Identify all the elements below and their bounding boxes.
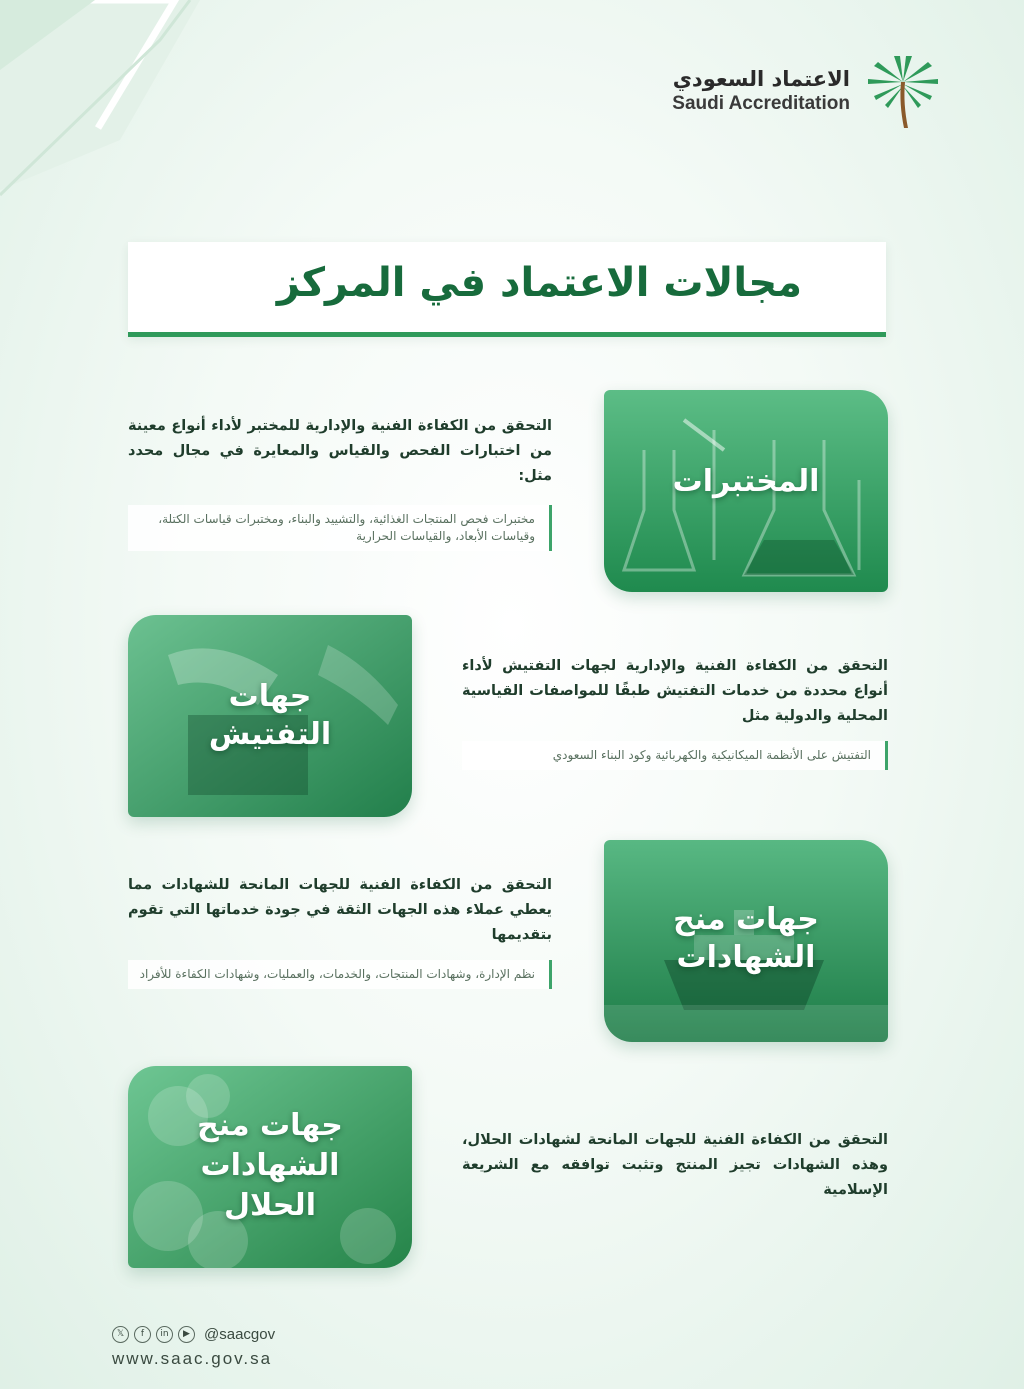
card-certification-bodies bbox=[604, 840, 888, 1042]
linkedin-icon[interactable]: in bbox=[156, 1326, 173, 1343]
corner-decoration bbox=[0, 0, 260, 220]
card-title-halal-line3: الحلال bbox=[224, 1188, 316, 1223]
description-certification-bodies: التحقق من الكفاءة الفنية للجهات المانحة للشهادات مما يعطي عملاء هذه الجهات الثقة في جودة خدماتها التي تقوم بتقديمها bbox=[128, 877, 552, 943]
card-halal-certification bbox=[128, 1066, 412, 1268]
card-title-certification-line2: الشهادات bbox=[676, 940, 816, 975]
x-icon[interactable]: 𝕏 bbox=[112, 1326, 129, 1343]
description-laboratories: التحقق من الكفاءة الفنية والإدارية للمختبر لأداء أنواع معينة من اختبارات الفحص والقياس والمعايرة في مجال محدد مثل: bbox=[128, 418, 552, 484]
youtube-icon[interactable]: ▶ bbox=[178, 1326, 195, 1343]
example-laboratories: مختبرات فحص المنتجات الغذائية، والتشييد والبناء، ومختبرات قياسات الكتلة، وقياسات الأبعاد، والقياسات الحرارية bbox=[128, 505, 552, 551]
palm-tree-logo-icon bbox=[864, 52, 942, 130]
brand-name-english: Saudi Accreditation bbox=[672, 93, 850, 114]
card-title-certification-line1: جهات منح bbox=[673, 902, 819, 937]
page-title: مجالات الاعتماد في المركز bbox=[276, 260, 802, 306]
brand-logo bbox=[672, 52, 942, 130]
card-title-halal-line1: جهات منح bbox=[197, 1108, 343, 1143]
example-inspection: التفتيش على الأنظمة الميكانيكية والكهربائية وكود البناء السعودي bbox=[462, 741, 888, 770]
website-link[interactable]: www.saac.gov.sa bbox=[112, 1349, 273, 1368]
card-laboratories bbox=[604, 390, 888, 592]
brand-name-arabic: الاعتماد السعودي bbox=[672, 67, 850, 91]
social-handle[interactable]: @saacgov bbox=[204, 1326, 276, 1343]
card-title-halal-line2: الشهادات bbox=[200, 1148, 340, 1183]
facebook-icon[interactable]: f bbox=[134, 1326, 151, 1343]
social-links bbox=[112, 1326, 275, 1343]
example-certification-bodies: نظم الإدارة، وشهادات المنتجات، والخدمات، والعمليات، وشهادات الكفاءة للأفراد bbox=[128, 960, 552, 989]
card-title-inspection-line2: التفتيش bbox=[208, 717, 332, 752]
footer bbox=[112, 1326, 275, 1369]
title-banner bbox=[128, 242, 886, 337]
card-inspection bbox=[128, 615, 412, 817]
card-title-laboratories: المختبرات bbox=[672, 464, 820, 499]
description-halal-certification: التحقق من الكفاءة الفنية للجهات المانحة لشهادات الحلال، وهذه الشهادات تجيز المنتج وتثبت توافقه مع الشريعة الإسلامية bbox=[462, 1132, 888, 1198]
description-inspection: التحقق من الكفاءة الفنية والإدارية لجهات التفتيش لأداء أنواع محددة من خدمات التفتيش طبقًا للمواصفات القياسية المحلية والدولية مثل bbox=[462, 658, 888, 724]
card-title-inspection-line1: جهات bbox=[228, 679, 312, 714]
